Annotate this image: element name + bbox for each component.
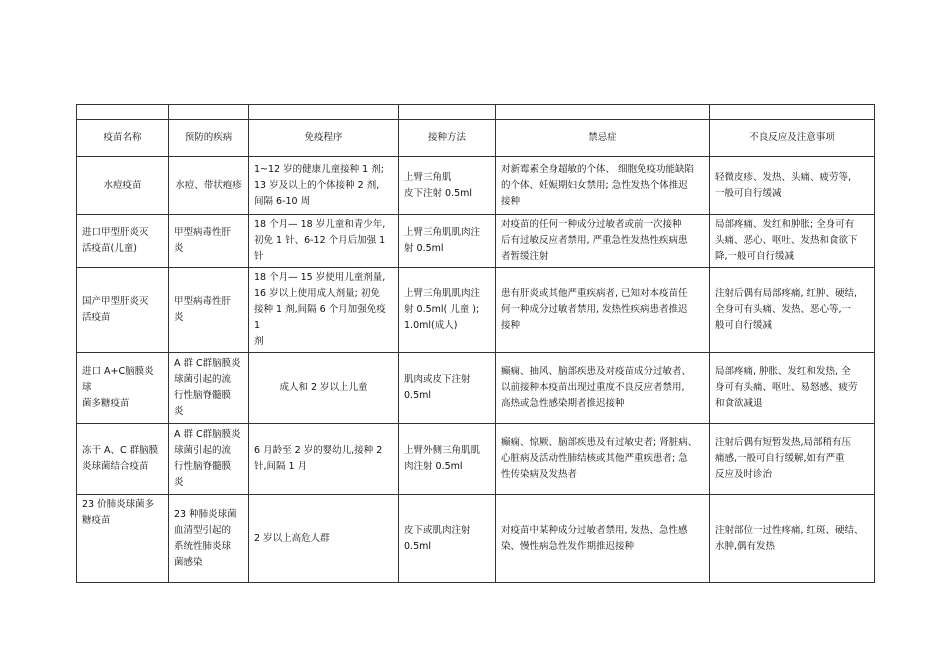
contraindication-cell: 对疫苗中某种成分过敏者禁用, 发热、急性感 染、慢性病急性发作期推迟接种	[496, 495, 710, 583]
header-vaccine-name: 疫苗名称	[77, 120, 169, 157]
table-row	[77, 157, 875, 215]
adverse-cell: 注射后偶有短暂发热,局部稍有压 痛感,一般可自行缓解,如有严重 反应及时诊治	[710, 424, 875, 495]
header-disease: 预防的疾病	[169, 120, 249, 157]
vaccine-name-cell: 进口甲型肝炎灭 活疫苗(儿童)	[77, 215, 169, 268]
adverse-cell: 局部疼痛、发红和肿胀; 全身可有 头痛、恶心、呕吐、发热和食欲下 降,一般可自行缓减	[710, 215, 875, 268]
table-row	[77, 353, 875, 424]
table-row	[77, 215, 875, 268]
disease-cell: A 群 C群脑膜炎 球菌引起的流 行性脑脊髓膜 炎	[169, 353, 249, 424]
schedule-cell: 18 个月— 18 岁儿童和青少年, 初免 1 针、6-12 个月后加强 1 针	[249, 215, 399, 268]
method-cell: 上臂三角肌 皮下注射 0.5ml	[399, 157, 496, 215]
contraindication-cell: 癫痫、惊厥、脑部疾患及有过敏史者; 肾脏病、 心脏病及活动性肺结核或其他严重疾患者; 急 性传染病及发热者	[496, 424, 710, 495]
contraindication-cell: 患有肝炎或其他严重疾病者, 已知对本疫苗任 何一种成分过敏者禁用, 发热性疾病患者推迟 接种	[496, 268, 710, 353]
disease-cell: 甲型病毒性肝 炎	[169, 268, 249, 353]
vaccine-name-cell: 进口 A+C脑膜炎球 菌多糖疫苗	[77, 353, 169, 424]
disease-cell: A 群 C群脑膜炎 球菌引起的流 行性脑脊髓膜 炎	[169, 424, 249, 495]
table-row	[77, 495, 875, 583]
contraindication-cell: 对疫苗的任何一种成分过敏者或前一次接种 后有过敏反应者禁用, 严重急性发热性疾病患 者暂缓注射	[496, 215, 710, 268]
schedule-cell: 6 月龄至 2 岁的婴幼儿,接种 2 针,间隔 1 月	[249, 424, 399, 495]
adverse-cell: 轻微皮疹、发热、头痛、疲劳等, 一般可自行缓减	[710, 157, 875, 215]
disease-cell: 23 种肺炎球菌 血清型引起的 系统性肺炎球 菌感染	[169, 495, 249, 583]
contraindication-cell: 对新霉素全身超敏的个体、 细胞免疫功能缺陷 的个体、妊娠期妇女禁用; 急性发热个体推迟 接种	[496, 157, 710, 215]
table-row	[77, 424, 875, 495]
method-cell: 上臂三角肌肌肉注 射 0.5ml( 儿童 ); 1.0ml(成人)	[399, 268, 496, 353]
method-cell: 皮下或肌肉注射 0.5ml	[399, 495, 496, 583]
header-method: 接种方法	[399, 120, 496, 157]
vaccine-name-cell: 国产甲型肝炎灭 活疫苗	[77, 268, 169, 353]
method-cell: 肌肉或皮下注射 0.5ml	[399, 353, 496, 424]
contraindication-cell: 癫痫、抽风、脑部疾患及对疫苗成分过敏者、 以前接种本疫苗出现过重度不良反应者禁用, 高热或急性感染期者推迟接种	[496, 353, 710, 424]
header-row	[77, 120, 875, 157]
schedule-cell: 1~12 岁的健康儿童接种 1 剂; 13 岁及以上的个体接种 2 剂, 间隔 6-10 周	[249, 157, 399, 215]
vaccine-name-cell: 水痘疫苗	[77, 157, 169, 215]
schedule-cell: 成人和 2 岁以上儿童	[249, 353, 399, 424]
vaccine-name-cell: 冻干 A、C 群脑膜 炎球菌结合疫苗	[77, 424, 169, 495]
table-row	[77, 268, 875, 353]
vaccine-name-cell: 23 价肺炎球菌多 糖疫苗	[77, 495, 169, 583]
disease-cell: 甲型病毒性肝 炎	[169, 215, 249, 268]
schedule-cell: 2 岁以上高危人群	[249, 495, 399, 583]
header-adverse: 不良反应及注意事项	[710, 120, 875, 157]
adverse-cell: 局部疼痛, 肿胀、发红和发热, 全 身可有头痛、呕吐、易怒感、疲劳 和食欲减退	[710, 353, 875, 424]
adverse-cell: 注射部位一过性疼痛, 红斑、硬结、 水肿,偶有发热	[710, 495, 875, 583]
disease-cell: 水痘、带状疱疹	[169, 157, 249, 215]
header-schedule: 免疫程序	[249, 120, 399, 157]
empty-top-row	[77, 105, 875, 120]
method-cell: 上臂外侧三角肌肌 肉注射 0.5ml	[399, 424, 496, 495]
header-contraindication: 禁忌症	[496, 120, 710, 157]
vaccine-table	[76, 104, 875, 583]
schedule-cell: 18 个月— 15 岁使用儿童剂量, 16 岁以上使用成人剂量; 初免 接种 1 剂,间隔 6 个月加强免疫 1 剂	[249, 268, 399, 353]
adverse-cell: 注射后偶有局部疼痛, 红肿、硬结, 全身可有头痛、发热、恶心等,一 般可自行缓减	[710, 268, 875, 353]
method-cell: 上臂三角肌肌肉注 射 0.5ml	[399, 215, 496, 268]
